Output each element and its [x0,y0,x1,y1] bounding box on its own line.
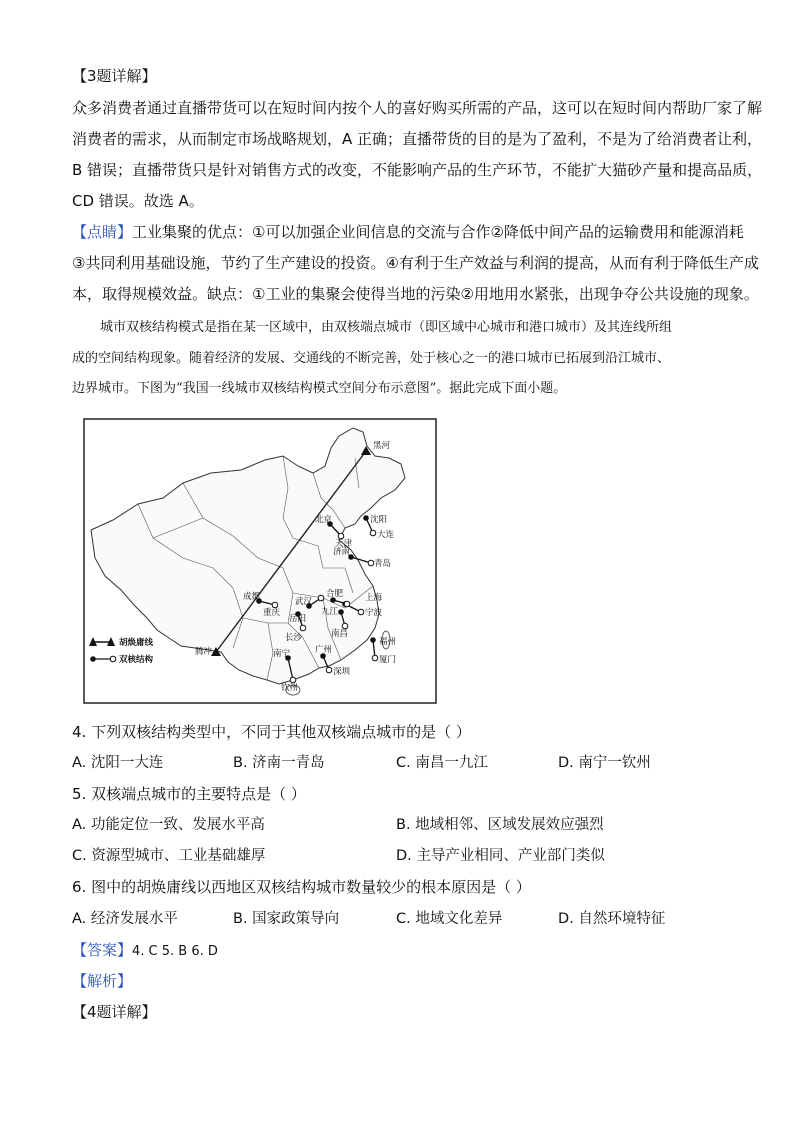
city-label-beijing: 北京 [315,515,333,525]
answer-values: 4. C 5. B 6. D [132,944,218,959]
q6-option-a: A. 经济发展水平 [72,911,178,927]
q4-option-a: A. 沈阳一大连 [72,755,164,771]
legend-dual-core: 双核结构 [119,655,154,665]
city-label-chengdu: 成都 [243,592,261,602]
city-label-yueyang: 岳阳 [289,614,307,624]
answer-label: 【答案】 [72,941,133,959]
analysis-label: 【解析】 [72,972,133,990]
q6-option-c: C. 地域文化差异 [396,911,503,927]
city-label-fuzhou: 福州 [379,637,397,647]
city-label-guangzhou: 广州 [315,645,333,655]
city-label-qinzhou: 钦州 [281,683,299,693]
paragraph-line: B 错误；直播带货只是针对销售方式的改变，不能影响产品的生产环节，不能扩大猫砂产量和提高品质， [72,161,763,179]
q5-option-c: C. 资源型城市、工业基础雄厚 [72,848,266,864]
tip-line: 【点睛】工业集聚的优点：①可以加强企业间信息的交流与合作②降低中间产品的运输费用和能源消耗 [72,223,744,241]
city-label-heihe: 黑河 [373,441,391,451]
q4-option-d: D. 南宁一钦州 [558,755,651,771]
intro-line: 成的空间结构现象。随着经济的发展、交通线的不断完善，处于核心之一的港口城市已拓展到沿江城市、 [72,351,671,366]
paragraph-line: 众多消费者通过直播带货可以在短时间内按个人的喜好购买所需的产品，这可以在短时间内帮助厂家了解 [72,99,763,117]
city-label-qingdao: 青岛 [374,559,392,569]
city-label-jiujiang: 九江 [321,607,339,617]
city-label-dalian: 大连 [377,530,395,540]
section-3-heading: 【3题详解】 [72,67,157,85]
city-label-changsha: 长沙 [285,633,303,643]
city-label-xiamen: 厦门 [379,655,397,665]
city-label-wuhan: 武汉 [295,597,313,607]
q4-option-c: C. 南昌一九江 [396,755,488,771]
legend-dot-icon [90,656,96,662]
intro-line: 边界城市。下图为“我国一线城市双核结构模式空间分布示意图”。据此完成下面小题。 [72,381,567,396]
question-4-stem: 4. 下列双核结构类型中，不同于其他双核端点城市的是（ ） [72,723,471,741]
tip-label: 【点睛】 [72,223,133,241]
q5-option-b: B. 地域相邻、区域发展效应强烈 [396,817,604,833]
q5-option-d: D. 主导产业相同、产业部门类似 [396,848,605,864]
question-5-stem: 5. 双核端点城市的主要特点是（ ） [72,785,306,803]
city-label-shenzhen: 深圳 [333,667,351,677]
city-label-tianjin: 天津 [335,539,353,549]
city-label-jinan: 济南 [333,547,351,557]
section-4-heading: 【4题详解】 [72,1003,157,1021]
city-label-nanchang: 南昌 [331,629,349,639]
legend-hu-line: 胡焕庸线 [119,638,154,648]
q4-option-b: B. 济南一青岛 [233,755,325,771]
answer-line [72,940,218,962]
intro-line: 城市双核结构模式是指在某一区域中，由双核端点城市（即区域中心城市和港口城市）及其连线所组 [100,320,673,335]
city-label-nanning: 南宁 [273,649,291,659]
tip-line: 本，取得规模效益。缺点：①工业的集聚会使得当地的污染②用地用水紧张，出现争夺公共设施的现象。 [72,285,759,303]
city-label-shenyang: 沈阳 [370,515,388,525]
q5-option-a: A. 功能定位一致、发展水平高 [72,817,265,833]
question-6-stem: 6. 图中的胡焕庸线以西地区双核结构城市数量较少的根本原因是（ ） [72,878,531,896]
city-label-chongqing: 重庆 [263,608,281,618]
dual-core-map [83,418,437,704]
city-label-ningbo: 宁波 [365,608,383,618]
q6-option-d: D. 自然环境特征 [558,911,666,927]
paragraph-line: CD 错误。故选 A。 [72,192,204,210]
city-label-hefei: 合肥 [326,589,344,599]
q6-option-b: B. 国家政策导向 [233,911,340,927]
tip-line: ③共同利用基础设施，节约了生产建设的投资。④有利于生产效益与利润的提高，从而有利于降低生产成 [72,254,759,272]
city-label-tengchong: 腾冲 [195,647,213,657]
city-label-shanghai: 上海 [365,593,383,603]
paragraph-line: 消费者的需求，从而制定市场战略规划，A 正确；直播带货的目的是为了盈利，不是为了给消费者让利， [72,130,763,148]
